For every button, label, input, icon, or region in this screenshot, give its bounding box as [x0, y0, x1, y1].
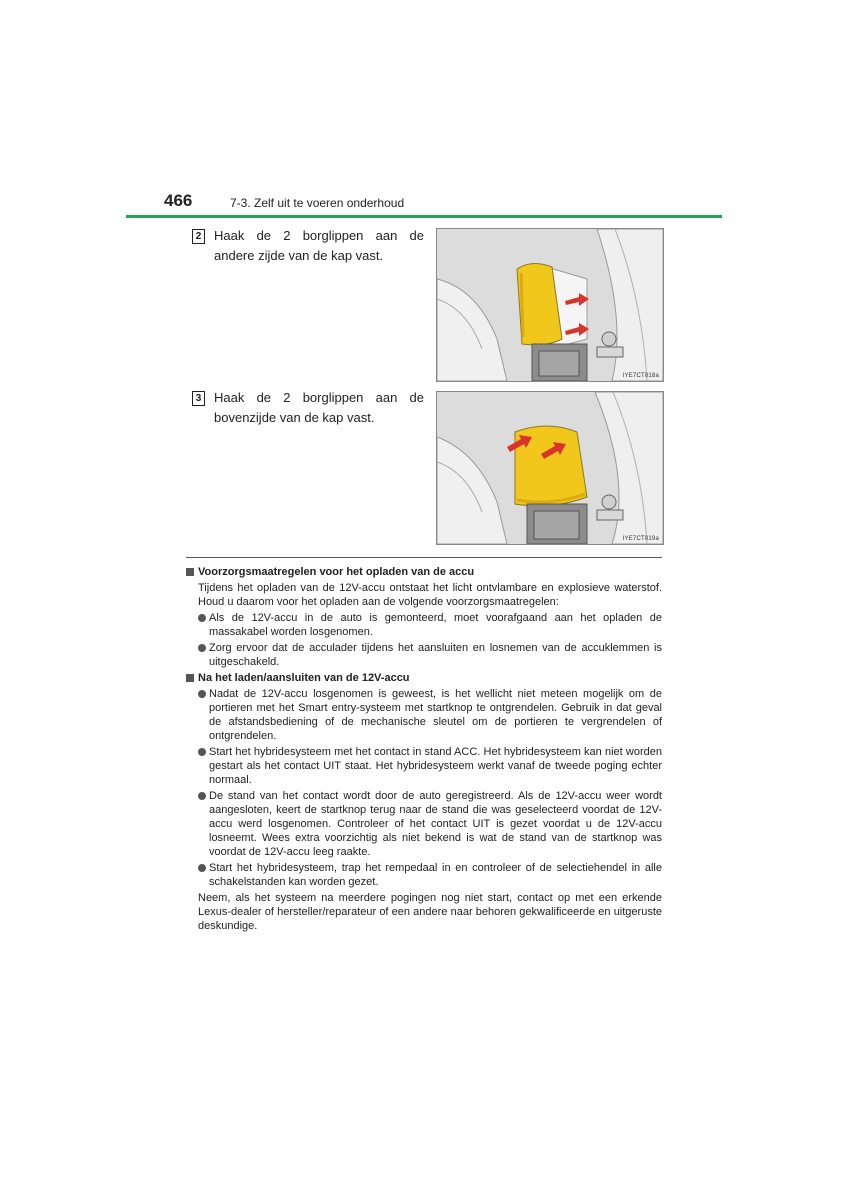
note-heading-charging-precautions — [186, 565, 662, 579]
bullet-text: Start het hybridesysteem, trap het rempedaal in en controleer of de selectiehendel in alle schakelstanden kan worden gezet. — [209, 862, 662, 888]
note-bullet — [198, 611, 662, 639]
bullet-dot-icon — [198, 792, 206, 800]
square-bullet-icon — [186, 674, 194, 682]
bullet-dot-icon — [198, 748, 206, 756]
note-paragraph: Tijdens het opladen van de 12V-accu ontstaat het licht ontvlambare en explosieve waterstof. Houd u daarom voor het opladen aan de volgende voorzorgsmaatregelen: — [198, 582, 662, 608]
note-heading-after-charging — [186, 671, 662, 685]
step-2-illustration — [436, 228, 664, 382]
bullet-text: Start het hybridesysteem met het contact in stand ACC. Het hybridesysteem kan niet worden gestart als het contact UIT staat. Het hybridesysteem werkt vanaf de tweede poging echter normaal. — [209, 746, 662, 786]
bullet-text: De stand van het contact wordt door de auto geregistreerd. Als de 12V-accu weer wordt aangesloten, keert de startknop terug naar de stand die was geselecteerd voordat de 12V-accu werd losgenomen. Controleer of het contact UIT is gezet voordat u de 12V-accu losneemt. Wees extra voorzichtig als niet bekend is wat de stand van de startknop was voordat de 12V-accu leeg raakte. — [209, 790, 662, 858]
note-bullet — [198, 789, 662, 859]
section-title: 7-3. Zelf uit te voeren onderhoud — [230, 196, 405, 210]
bullet-text: Als de 12V-accu in de auto is gemonteerd, moet voorafgaand aan het opladen de massakabel worden losgenomen. — [209, 612, 662, 638]
step-text: Haak de 2 borglippen aan de andere zijde van de kap vast. — [214, 228, 424, 263]
note-bullet — [198, 687, 662, 743]
note-bullet — [198, 641, 662, 669]
bullet-dot-icon — [198, 644, 206, 652]
note-paragraph: Neem, als het systeem na meerdere pogingen nog niet start, contact op met een erkende Lexus-dealer of hersteller/reparateur of een andere naar behoren gekwalificeerde en uitgeruste deskundige. — [198, 892, 662, 932]
step-2 — [192, 226, 424, 266]
bullet-text: Zorg ervoor dat de acculader tijdens het aansluiten en losnemen van de accuklemmen is uitgeschakeld. — [209, 642, 662, 668]
note-bullet — [198, 745, 662, 787]
bullet-dot-icon — [198, 690, 206, 698]
step-number-badge: 2 — [192, 229, 205, 244]
notes-divider — [186, 557, 662, 558]
notes-section — [186, 565, 662, 935]
step-3-illustration — [436, 391, 664, 545]
square-bullet-icon — [186, 568, 194, 576]
page-number: 466 — [164, 191, 193, 210]
header-rule — [126, 215, 722, 218]
step-number-badge: 3 — [192, 391, 205, 406]
heading-text: Na het laden/aansluiten van de 12V-accu — [198, 672, 410, 684]
heading-text: Voorzorgsmaatregelen voor het opladen van de accu — [198, 566, 475, 578]
step-3 — [192, 388, 424, 428]
note-bullet — [198, 861, 662, 889]
bullet-dot-icon — [198, 864, 206, 872]
figure-code: IYE7CT019a — [622, 536, 659, 542]
bullet-text: Nadat de 12V-accu losgenomen is geweest, is het wellicht niet meteen mogelijk om de portieren met het Smart entry-systeem met startknop te ontgrendelen. Gebruik in dat geval de afstandsbediening of de mechanische sleutel om de portieren te vergrendelen of ontgrendelen. — [209, 688, 662, 742]
step-text: Haak de 2 borglippen aan de bovenzijde van de kap vast. — [214, 390, 424, 425]
bullet-dot-icon — [198, 614, 206, 622]
figure-code: IYE7CT018a — [622, 373, 659, 379]
